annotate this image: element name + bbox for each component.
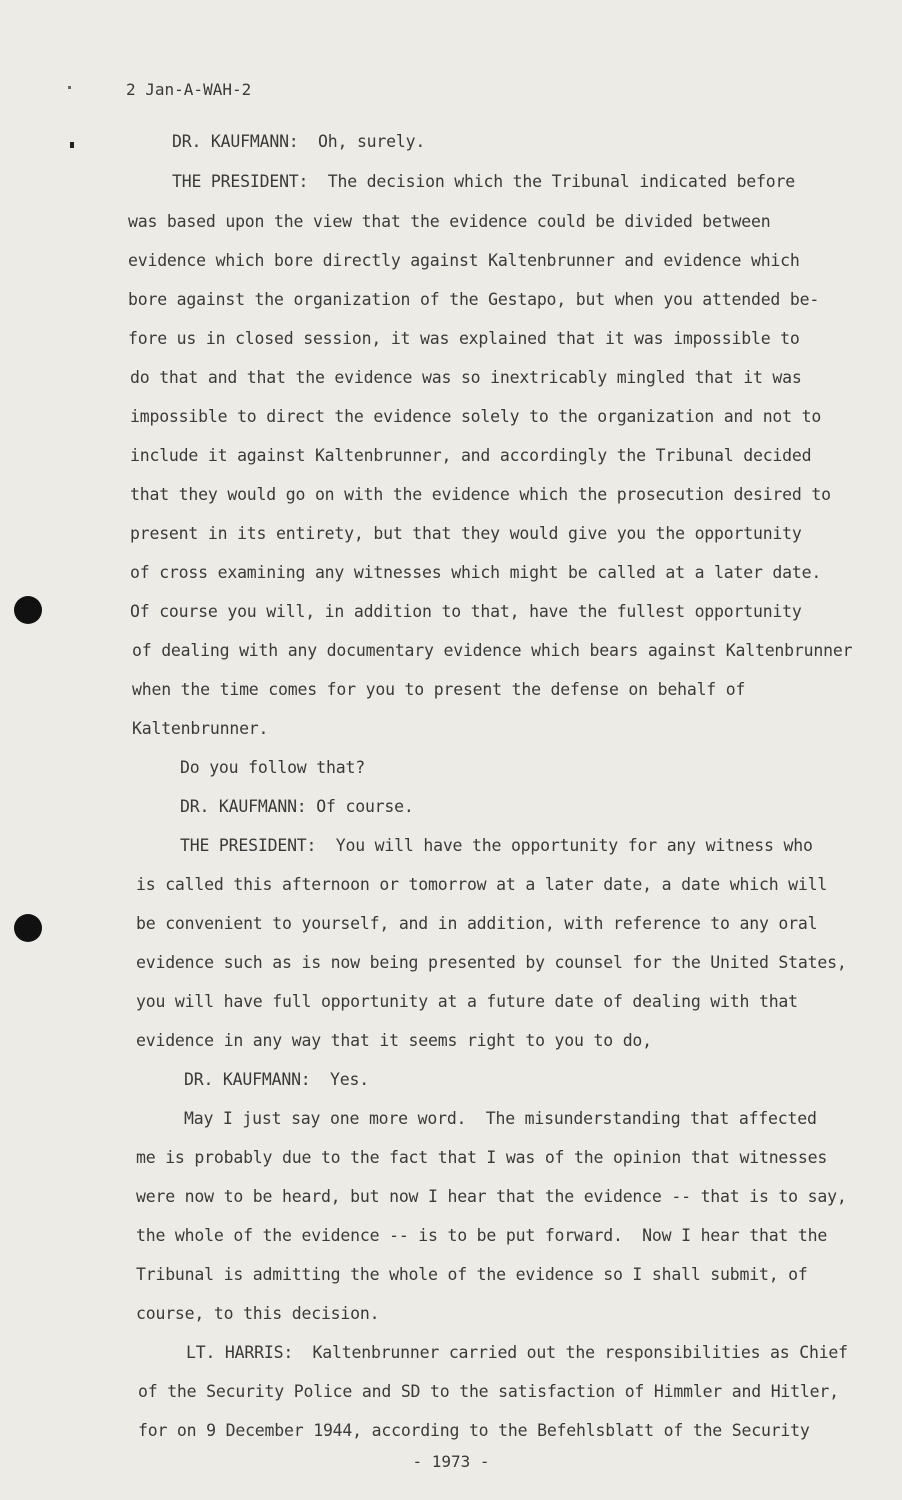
transcript-line: for on 9 December 1944, according to the Befehlsblatt of the Security (138, 1421, 810, 1440)
transcript-line: present in its entirety, but that they would give you the opportunity (130, 524, 802, 543)
transcript-line: me is probably due to the fact that I was of the opinion that witnesses (136, 1148, 828, 1167)
transcript-line: LT. HARRIS: Kaltenbrunner carried out the responsibilities as Chief (186, 1343, 848, 1362)
page-reference: 2 Jan-A-WAH-2 (126, 80, 252, 99)
transcript-line: include it against Kaltenbrunner, and accordingly the Tribunal decided (130, 446, 812, 465)
transcript-line: do that and that the evidence was so inextricably mingled that it was (130, 368, 802, 387)
transcript-line: the whole of the evidence -- is to be put forward. Now I hear that the (136, 1226, 828, 1245)
transcript-line: of dealing with any documentary evidence which bears against Kaltenbrunner (132, 641, 853, 660)
transcript-line: THE PRESIDENT: You will have the opportunity for any witness who (180, 836, 813, 855)
transcript-line: of cross examining any witnesses which might be called at a later date. (130, 563, 822, 582)
transcript-line: May I just say one more word. The misunderstanding that affected (184, 1109, 817, 1128)
transcript-line: that they would go on with the evidence which the prosecution desired to (130, 485, 831, 504)
transcript-line: was based upon the view that the evidence could be divided between (128, 212, 771, 231)
transcript-line: THE PRESIDENT: The decision which the Tribunal indicated before (172, 172, 795, 191)
page-number: - 1973 - (412, 1452, 490, 1471)
transcript-line: course, to this decision. (136, 1304, 380, 1323)
transcript-line: Tribunal is admitting the whole of the evidence so I shall submit, of (136, 1265, 808, 1284)
transcript-line: impossible to direct the evidence solely to the organization and not to (130, 407, 822, 426)
transcript-line: you will have full opportunity at a future date of dealing with that (136, 992, 798, 1011)
transcript-line: evidence which bore directly against Kaltenbrunner and evidence which (128, 251, 800, 270)
transcript-line: Do you follow that? (180, 758, 365, 777)
transcript-line: of the Security Police and SD to the satisfaction of Himmler and Hitler, (138, 1382, 839, 1401)
ink-speck (70, 142, 74, 148)
transcript-line: evidence such as is now being presented by counsel for the United States, (136, 953, 847, 972)
transcript-line: is called this afternoon or tomorrow at a later date, a date which will (136, 875, 828, 894)
ink-speck (68, 86, 71, 89)
transcript-line: fore us in closed session, it was explained that it was impossible to (128, 329, 800, 348)
punch-hole-icon (14, 596, 42, 624)
transcript-line: DR. KAUFMANN: Of course. (180, 797, 414, 816)
transcript-line: DR. KAUFMANN: Oh, surely. (172, 132, 426, 151)
transcript-line: were now to be heard, but now I hear that the evidence -- that is to say, (136, 1187, 847, 1206)
transcript-line: Of course you will, in addition to that, have the fullest opportunity (130, 602, 802, 621)
punch-hole-icon (14, 914, 42, 942)
transcript-line: be convenient to yourself, and in addition, with reference to any oral (136, 914, 818, 933)
transcript-line: DR. KAUFMANN: Yes. (184, 1070, 369, 1089)
transcript-line: bore against the organization of the Gestapo, but when you attended be- (128, 290, 820, 309)
transcript-line: evidence in any way that it seems right to you to do, (136, 1031, 652, 1050)
transcript-line: when the time comes for you to present the defense on behalf of (132, 680, 746, 699)
transcript-line: Kaltenbrunner. (132, 719, 269, 738)
